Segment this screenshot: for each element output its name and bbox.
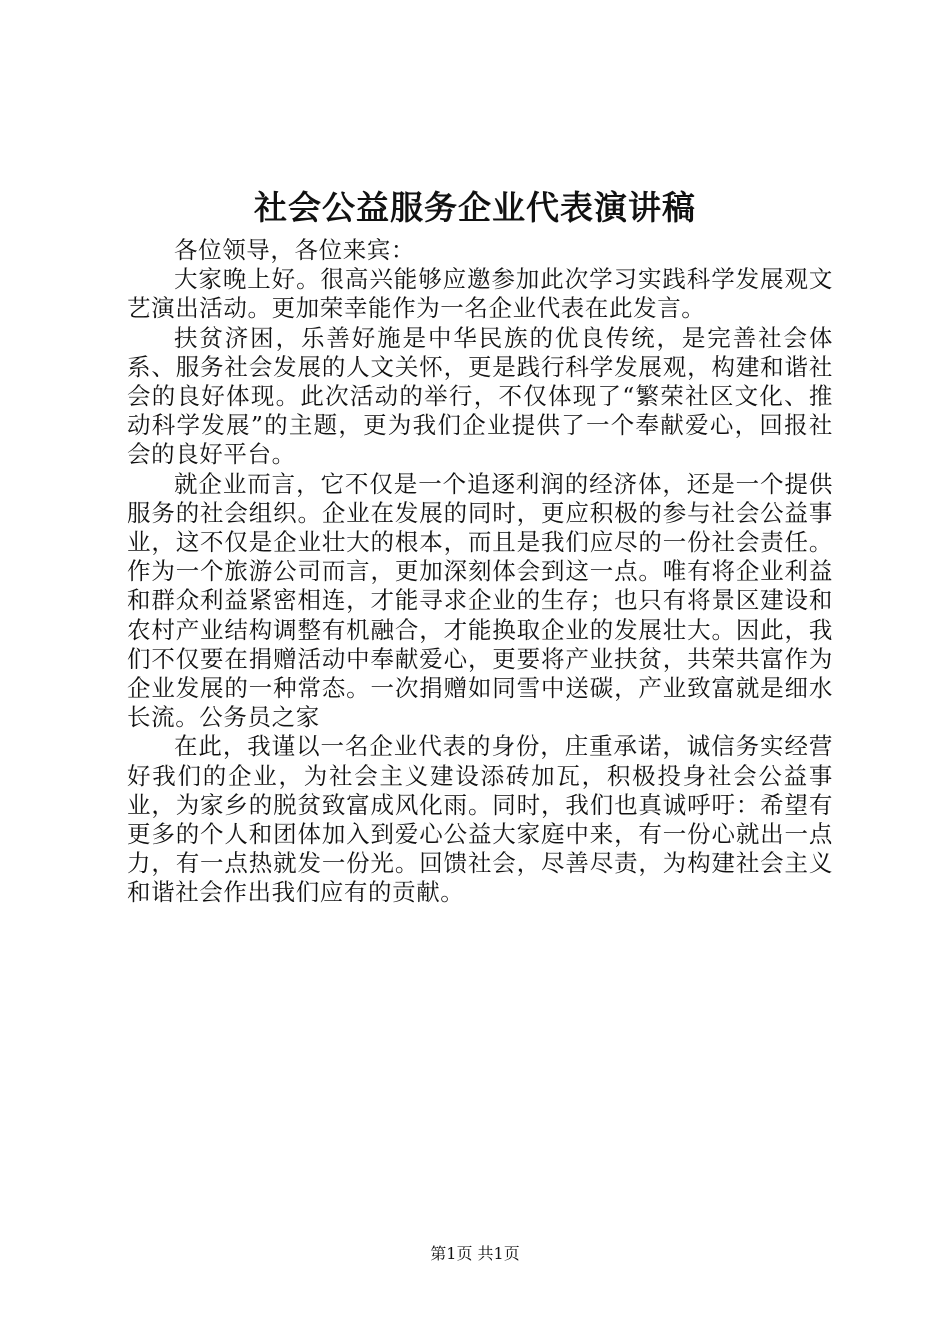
paragraph-opening: 大家晚上好。很高兴能够应邀参加此次学习实践科学发展观文艺演出活动。更加荣幸能作为一名企业代表在此发言。 — [127, 265, 833, 323]
paragraph-greeting: 各位领导，各位来宾： — [174, 236, 415, 264]
paragraph-commitment: 在此，我谨以一名企业代表的身份，庄重承诺，诚信务实经营好我们的企业，为社会主义建设添砖加瓦，积极投身社会公益事业，为家乡的脱贫致富成风化雨。同时，我们也真诚呼吁：希望有更多的个人和团体加入到爱心公益大家庭中来，有一份心就出一点力，有一点热就发一份光。回馈社会，尽善尽责，为构建社会主义和谐社会作出我们应有的贡献。 — [127, 732, 833, 907]
paragraph-enterprise: 就企业而言，它不仅是一个追逐利润的经济体，还是一个提供服务的社会组织。企业在发展的同时，更应积极的参与社会公益事业，这不仅是企业壮大的根本，而且是我们应尽的一份社会责任。作为一个旅游公司而言，更加深刻体会到这一点。唯有将企业利益和群众利益紧密相连，才能寻求企业的生存；也只有将景区建设和农村产业结构调整有机融合，才能换取企业的发展壮大。因此，我们不仅要在捐赠活动中奉献爱心，更要将产业扶贫，共荣共富作为企业发展的一种常态。一次捐赠如同雪中送碳，产业致富就是细水长流。公务员之家 — [127, 469, 833, 732]
paragraph-tradition: 扶贫济困，乐善好施是中华民族的优良传统，是完善社会体系、服务社会发展的人文关怀，更是践行科学发展观，构建和谐社会的良好体现。此次活动的举行，不仅体现了“繁荣社区文化、推动科学发展”的主题，更为我们企业提供了一个奉献爱心，回报社会的良好平台。 — [127, 323, 833, 469]
document-title: 社会公益服务企业代表演讲稿 — [254, 188, 696, 227]
document-body — [127, 236, 833, 908]
page-footer: 第1页 共1页 — [430, 1244, 520, 1263]
